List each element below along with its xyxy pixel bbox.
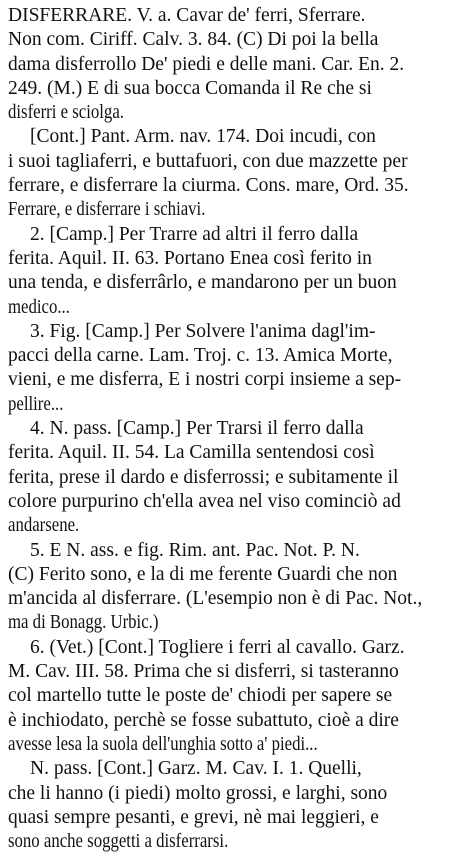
text-line [8,296,468,320]
line-text: avesse lesa la suola dell'unghia sotto a' piedi... [8,733,318,755]
line-text: ma di Bonagg. Urbic.) [8,612,159,634]
text-line [8,709,468,733]
text-line [8,587,468,611]
line-text: 5. E N. ass. e fig. Rim. ant. Pac. Not. P. N. [30,539,360,561]
text-line [8,247,468,271]
text-line [8,271,468,295]
line-text: Non com. Ciriff. Calv. 3. 84. (C) Di poi la bella [8,29,379,51]
text-line [8,368,468,392]
line-text: dama disferrollo De' piedi e delle mani. Car. En. 2. [8,53,405,75]
line-text: ferita. Aquil. II. 63. Portano Enea così ferito in [8,247,372,269]
text-line [8,563,468,587]
text-line [8,417,468,441]
line-text: M. Cav. III. 58. Prima che si disferri, si tasteranno [8,661,399,683]
line-text: pacci della carne. Lam. Troj. c. 13. Amica Morte, [8,345,393,367]
dictionary-entry [8,4,468,854]
line-text: ferita, prese il dardo e disferrossi; e subitamente il [8,466,399,488]
text-line [8,125,468,149]
text-line [8,660,468,684]
text-line [8,320,468,344]
line-text: pellire... [8,393,64,415]
text-line [8,101,468,125]
line-text: ferita. Aquil. II. 54. La Camilla sentendosi così [8,442,375,464]
line-text: sono anche soggetti a disferrarsi. [8,831,229,853]
text-line [8,393,468,417]
text-line [8,223,468,247]
line-text: quasi sempre pesanti, e grevi, nè mai leggieri, e [8,806,379,828]
text-line [8,830,468,854]
text-line [8,684,468,708]
line-text: col martello tutte le poste de' chiodi per sapere se [8,685,393,707]
line-text: è inchiodato, perchè se fosse subattuto, cioè a dire [8,709,399,731]
text-line [8,198,468,222]
line-text: (C) Ferito sono, e la di me ferente Guardi che non [8,563,398,585]
line-text: colore purpurino ch'ella avea nel viso cominciò ad [8,490,401,512]
line-text: N. pass. [Cont.] Garz. M. Cav. I. 1. Quelli, [30,758,362,780]
line-text: [Cont.] Pant. Arm. nav. 174. Doi incudi, con [30,126,376,148]
text-line [8,53,468,77]
text-line [8,733,468,757]
text-line [8,611,468,635]
text-line [8,514,468,538]
line-text: disferri e sciolga. [8,102,124,124]
text-line [8,806,468,830]
text-line [8,77,468,101]
line-text: 249. (M.) E di sua bocca Comanda il Re che si [8,77,372,99]
text-line [8,539,468,563]
line-text: andarsene. [8,515,80,537]
text-line [8,150,468,174]
line-text: 3. Fig. [Camp.] Per Solvere l'anima dagl'im- [30,320,376,342]
line-text: che li hanno (i piedi) molto grossi, e larghi, sono [8,782,388,804]
line-text: medico... [8,296,70,318]
line-text: 6. (Vet.) [Cont.] Togliere i ferri al cavallo. Garz. [30,636,405,658]
line-text: ferrare, e disferrare la ciurma. Cons. mare, Ord. 35. [8,175,409,197]
text-line [8,174,468,198]
line-text: m'ancida al disferrare. (L'esempio non è di Pac. Not., [8,588,423,610]
text-line [8,441,468,465]
line-text: Ferrare, e disferrare i schiavi. [8,199,206,221]
line-text: i suoi tagliaferri, e buttafuori, con due mazzette per [8,150,408,172]
text-line [8,4,468,28]
line-text: 2. [Camp.] Per Trarre ad altri il ferro dalla [30,223,359,245]
text-line [8,757,468,781]
text-line [8,344,468,368]
text-line [8,490,468,514]
line-text: una tenda, e disferrârlo, e mandarono per un buon [8,272,397,294]
line-text: vieni, e me disferra, E i nostri corpi insieme a sep- [8,369,402,391]
line-text: DISFERRARE. V. a. Cavar de' ferri, Sferrare. [8,5,366,26]
line-text: 4. N. pass. [Camp.] Per Trarsi il ferro dalla [30,418,364,440]
text-line [8,636,468,660]
text-line [8,782,468,806]
text-line [8,28,468,52]
text-line [8,466,468,490]
